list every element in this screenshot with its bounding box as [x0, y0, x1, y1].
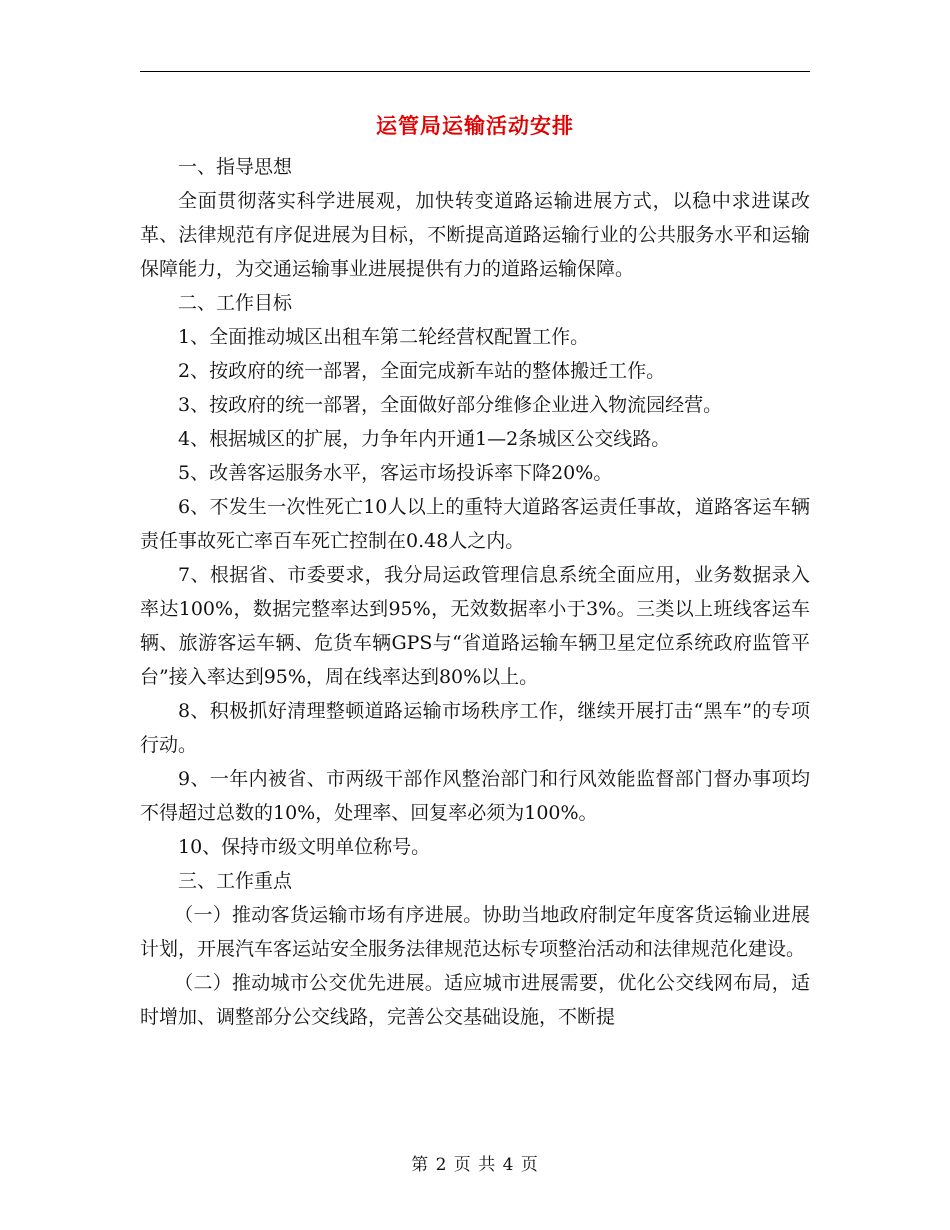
body-paragraph: 5、改善客运服务水平，客运市场投诉率下降20%。: [178, 462, 613, 484]
section-heading: 二、工作目标: [178, 292, 293, 314]
body-paragraph: （二）推动城市公交优先进展。适应城市进展需要，优化公交线网布局，适时增加、调整部分公交线路，完善公交基础设施，不断提: [140, 972, 810, 1028]
page-number: 第 2 页 共 4 页: [411, 1155, 539, 1175]
body-paragraph: 1、全面推动城区出租车第二轮经营权配置工作。: [178, 326, 590, 348]
section-heading: 一、指导思想: [178, 156, 293, 178]
header-rule: [140, 71, 810, 72]
body-paragraph: 10、保持市级文明单位称号。: [178, 836, 431, 858]
section-heading: 三、工作重点: [178, 870, 293, 892]
body-paragraph: 7、根据省、市委要求，我分局运政管理信息系统全面应用，业务数据录入率达100%，数据完整率达到95%，无效数据率小于3%。三类以上班线客运车辆、旅游客运车辆、危货车辆GPS与“省道路运输车辆卫星定位系统政府监管平台”接入率达到95%，周在线率达到80%以上。: [140, 564, 810, 688]
body-paragraph: 4、根据城区的扩展，力争年内开通1—2条城区公交线路。: [178, 428, 671, 450]
body-paragraph: 全面贯彻落实科学进展观，加快转变道路运输进展方式，以稳中求进谋改革、法律规范有序促进展为目标，不断提高道路运输行业的公共服务水平和运输保障能力，为交通运输事业进展提供有力的道路运输保障。: [140, 190, 810, 280]
body-paragraph: （一）推动客货运输市场有序进展。协助当地政府制定年度客货运输业进展计划，开展汽车客运站安全服务法律规范达标专项整治活动和法律规范化建设。: [140, 904, 810, 960]
body-paragraph: 2、按政府的统一部署，全面完成新车站的整体搬迁工作。: [178, 360, 666, 382]
document-title: 运管局运输活动安排: [376, 113, 574, 138]
body-paragraph: 6、不发生一次性死亡10人以上的重特大道路客运责任事故，道路客运车辆责任事故死亡率百车死亡控制在0.48人之内。: [140, 496, 810, 552]
body-paragraph: 9、一年内被省、市两级干部作风整治部门和行风效能监督部门督办事项均不得超过总数的10%，处理率、回复率必须为100%。: [140, 768, 810, 824]
body-paragraph: 8、积极抓好清理整顿道路运输市场秩序工作，继续开展打击“黑车”的专项行动。: [140, 700, 810, 756]
document-body: [140, 150, 810, 1034]
body-paragraph: 3、按政府的统一部署，全面做好部分维修企业进入物流园经营。: [178, 394, 723, 416]
